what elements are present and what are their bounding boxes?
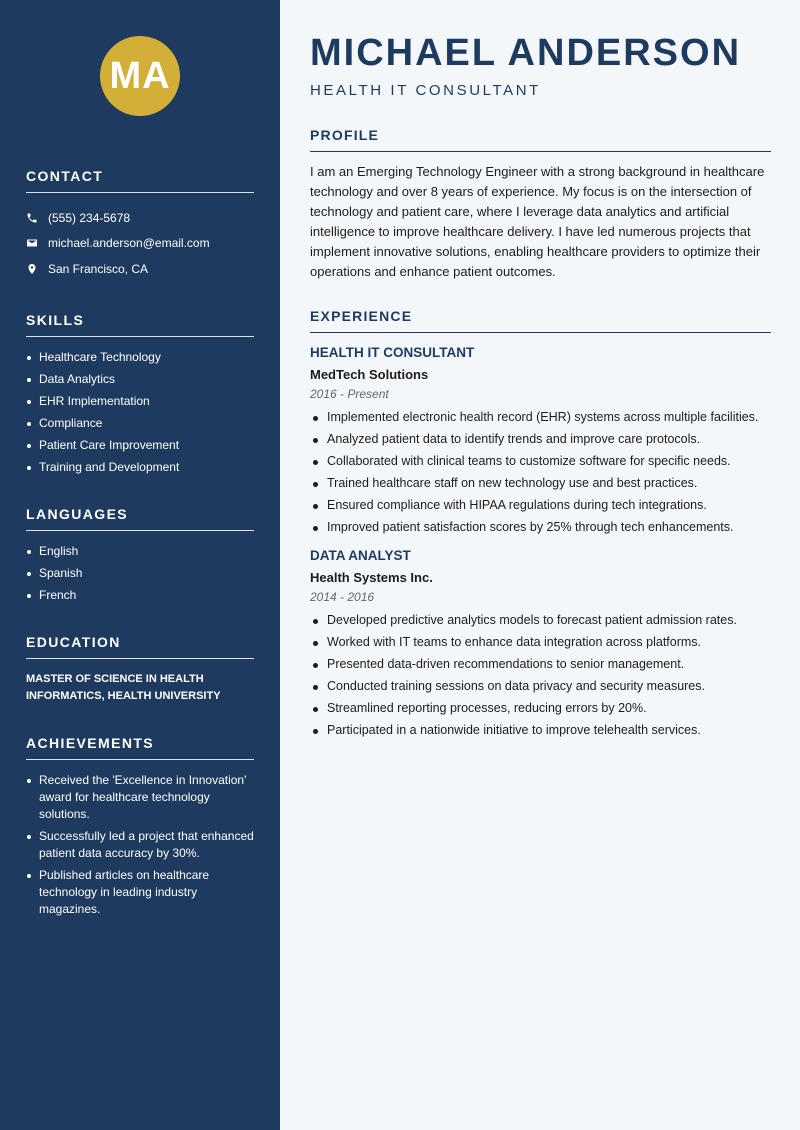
language-item: Spanish xyxy=(26,565,254,582)
candidate-name: MICHAEL ANDERSON xyxy=(310,32,742,74)
job-title: DATA ANALYST xyxy=(310,548,411,563)
skills-list xyxy=(26,349,254,476)
main-content xyxy=(280,0,800,1130)
skill-item: Data Analytics xyxy=(26,371,254,388)
job-company: Health Systems Inc. xyxy=(310,570,433,585)
candidate-title: HEALTH IT CONSULTANT xyxy=(310,82,541,99)
education-degree: MASTER OF SCIENCE IN HEALTH INFORMATICS, HEALTH UNIVERSITY xyxy=(26,672,221,702)
achievement-item: Received the 'Excellence in Innovation' award for healthcare technology solutions. xyxy=(26,772,254,823)
contact-location-text: San Francisco, CA xyxy=(48,261,149,276)
contact-location xyxy=(26,256,254,282)
duty-item: Ensured compliance with HIPAA regulations during tech integrations. xyxy=(310,497,771,514)
skills-heading: SKILLS xyxy=(26,312,254,337)
contact-email xyxy=(26,231,254,257)
language-item: English xyxy=(26,543,254,560)
job-entry xyxy=(310,345,771,536)
duty-item: Conducted training sessions on data privacy and security measures. xyxy=(310,678,771,695)
contact-email-text: michael.anderson@email.com xyxy=(48,236,210,251)
profile-text: I am an Emerging Technology Engineer with a strong background in healthcare technology and over 8 years of experience. My focus is on the intersection of technology and patient care, where I leverage data analytics and artificial intelligence to improve healthcare delivery. I have led numerous projects that implement innovative solutions, enabling healthcare providers to optimize their operations and enhance patient outcomes. xyxy=(310,164,765,279)
duty-item: Developed predictive analytics models to forecast patient admission rates. xyxy=(310,612,771,629)
duty-item: Analyzed patient data to identify trends and improve care protocols. xyxy=(310,431,771,448)
phone-icon xyxy=(26,212,38,224)
contact-phone-text: (555) 234-5678 xyxy=(48,210,131,225)
achievement-item: Successfully led a project that enhanced patient data accuracy by 30%. xyxy=(26,828,254,862)
job-duties xyxy=(310,612,771,739)
languages-section xyxy=(26,506,254,604)
job-title: HEALTH IT CONSULTANT xyxy=(310,345,475,360)
skill-item: Patient Care Improvement xyxy=(26,437,254,454)
achievements-heading: ACHIEVEMENTS xyxy=(26,735,254,760)
location-pin-icon xyxy=(26,263,38,275)
avatar xyxy=(100,36,180,116)
skills-section xyxy=(26,312,254,476)
languages-list xyxy=(26,543,254,604)
duty-item: Participated in a nationwide initiative to improve telehealth services. xyxy=(310,722,771,739)
skill-item: Training and Development xyxy=(26,459,254,476)
profile-section xyxy=(310,127,771,282)
duty-item: Worked with IT teams to enhance data integration across platforms. xyxy=(310,634,771,651)
job-dates: 2014 - 2016 xyxy=(310,590,375,604)
achievements-list xyxy=(26,772,254,918)
job-duties xyxy=(310,409,771,536)
education-section xyxy=(26,634,254,705)
contact-heading: CONTACT xyxy=(26,168,254,193)
achievement-item: Published articles on healthcare technology in leading industry magazines. xyxy=(26,867,254,918)
skill-item: Compliance xyxy=(26,415,254,432)
profile-heading: PROFILE xyxy=(310,127,771,152)
experience-section xyxy=(310,308,771,739)
job-entry xyxy=(310,548,771,739)
email-icon xyxy=(26,237,38,249)
duty-item: Trained healthcare staff on new technology use and best practices. xyxy=(310,475,771,492)
achievements-section xyxy=(26,735,254,918)
duty-item: Improved patient satisfaction scores by 25% through tech enhancements. xyxy=(310,519,771,536)
contact-phone xyxy=(26,205,254,231)
education-heading: EDUCATION xyxy=(26,634,254,659)
experience-heading: EXPERIENCE xyxy=(310,308,771,333)
avatar-initials: MA xyxy=(109,54,171,97)
sidebar xyxy=(0,0,280,1130)
contact-section xyxy=(26,168,254,282)
job-dates: 2016 - Present xyxy=(310,387,389,401)
skill-item: EHR Implementation xyxy=(26,393,254,410)
duty-item: Implemented electronic health record (EHR) systems across multiple facilities. xyxy=(310,409,771,426)
language-item: French xyxy=(26,587,254,604)
duty-item: Collaborated with clinical teams to customize software for specific needs. xyxy=(310,453,771,470)
job-company: MedTech Solutions xyxy=(310,367,429,382)
languages-heading: LANGUAGES xyxy=(26,506,254,531)
duty-item: Streamlined reporting processes, reducing errors by 20%. xyxy=(310,700,771,717)
skill-item: Healthcare Technology xyxy=(26,349,254,366)
duty-item: Presented data-driven recommendations to senior management. xyxy=(310,656,771,673)
